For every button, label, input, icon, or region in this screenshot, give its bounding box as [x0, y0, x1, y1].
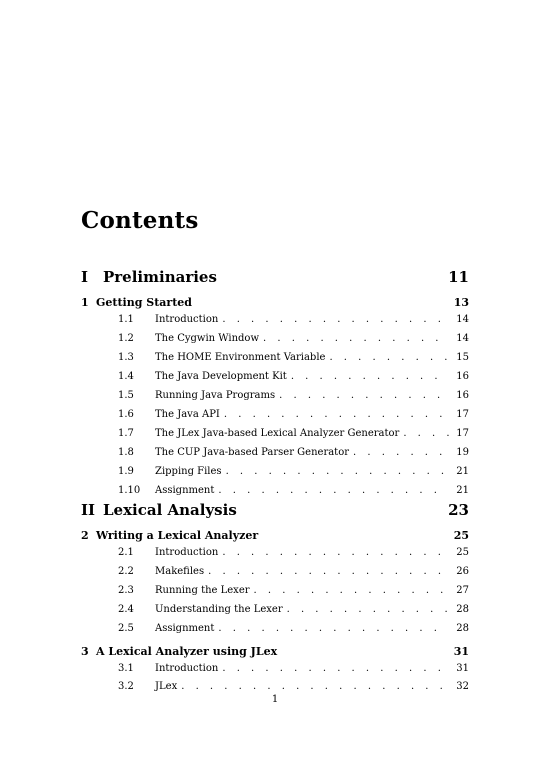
section-page: 14	[456, 333, 469, 344]
section-number: 2.2	[118, 566, 134, 577]
chapter-page: 31	[453, 645, 469, 658]
section-page: 25	[456, 547, 469, 558]
section-number: 3.1	[118, 663, 134, 674]
section-page: 17	[456, 428, 469, 439]
section-number: 1.3	[118, 352, 134, 363]
leader-dots	[329, 352, 449, 363]
chapter-page: 25	[453, 529, 469, 542]
section-title: The JLex Java-based Lexical Analyzer Generator	[155, 428, 400, 439]
toc-section	[118, 447, 469, 458]
leader-dots	[222, 547, 449, 558]
part-title: Lexical Analysis	[103, 501, 237, 519]
toc-section	[118, 466, 469, 477]
section-number: 1.10	[118, 485, 141, 496]
part-title: Preliminaries	[103, 268, 217, 286]
section-number: 2.4	[118, 604, 134, 615]
section-number: 2.3	[118, 585, 134, 596]
section-title: The Java Development Kit	[155, 371, 287, 382]
section-number: 1.2	[118, 333, 134, 344]
section-number: 3.2	[118, 681, 134, 692]
toc-section	[118, 409, 469, 420]
toc-section	[118, 428, 469, 439]
section-page: 31	[456, 663, 469, 674]
section-title: The Cygwin Window	[155, 333, 260, 344]
chapter-page: 13	[453, 296, 469, 309]
part-number: I	[81, 268, 89, 286]
chapter-number: 3	[81, 645, 89, 658]
section-page: 32	[456, 681, 469, 692]
section-number: 1.4	[118, 371, 134, 382]
leader-dots	[291, 371, 449, 382]
toc-section	[118, 371, 469, 382]
section-number: 1.1	[118, 314, 134, 325]
chapter-number: 2	[81, 529, 89, 542]
section-title: Makefiles	[155, 566, 205, 577]
part-page: 11	[448, 268, 469, 286]
toc-part	[81, 501, 469, 519]
chapter-title: A Lexical Analyzer using JLex	[96, 645, 278, 658]
toc-chapter	[81, 529, 469, 542]
leader-dots	[218, 623, 449, 634]
section-page: 21	[456, 466, 469, 477]
leader-dots	[403, 428, 449, 439]
leader-dots	[181, 681, 449, 692]
leader-dots	[287, 604, 449, 615]
section-page: 16	[456, 390, 469, 401]
section-title: Assignment	[155, 623, 215, 634]
section-page: 17	[456, 409, 469, 420]
section-page: 15	[456, 352, 469, 363]
toc-section	[118, 333, 469, 344]
section-number: 1.7	[118, 428, 134, 439]
leader-dots	[226, 466, 449, 477]
section-page: 27	[456, 585, 469, 596]
leader-dots	[353, 447, 449, 458]
section-title: JLex	[155, 681, 178, 692]
section-title: Zipping Files	[155, 466, 222, 477]
toc-section	[118, 314, 469, 325]
leader-dots	[224, 409, 449, 420]
section-title: Introduction	[155, 663, 219, 674]
section-number: 1.9	[118, 466, 134, 477]
toc-chapter	[81, 645, 469, 658]
toc-section	[118, 604, 469, 615]
leader-dots	[208, 566, 449, 577]
page-number: 1	[271, 694, 279, 705]
leader-dots	[254, 585, 449, 596]
section-page: 28	[456, 623, 469, 634]
leader-dots	[222, 314, 449, 325]
leader-dots	[279, 390, 449, 401]
leader-dots	[222, 663, 449, 674]
toc-section	[118, 566, 469, 577]
section-page: 28	[456, 604, 469, 615]
section-page: 26	[456, 566, 469, 577]
section-title: The CUP Java-based Parser Generator	[155, 447, 350, 458]
toc-section	[118, 663, 469, 674]
toc-chapter	[81, 296, 469, 309]
chapter-number: 1	[81, 296, 89, 309]
toc-section	[118, 390, 469, 401]
section-title: Running the Lexer	[155, 585, 250, 596]
section-title: The HOME Environment Variable	[155, 352, 326, 363]
section-title: Assignment	[155, 485, 215, 496]
section-number: 1.6	[118, 409, 134, 420]
section-page: 16	[456, 371, 469, 382]
part-page: 23	[448, 501, 469, 519]
part-number: II	[81, 501, 96, 519]
leader-dots	[263, 333, 449, 344]
toc-section	[118, 623, 469, 634]
leader-dots	[218, 485, 449, 496]
section-title: Understanding the Lexer	[155, 604, 283, 615]
section-title: Running Java Programs	[155, 390, 276, 401]
section-title: Introduction	[155, 314, 219, 325]
toc-part	[81, 268, 469, 286]
section-number: 2.5	[118, 623, 134, 634]
section-number: 1.8	[118, 447, 134, 458]
contents-heading: Contents	[81, 207, 199, 234]
toc-section	[118, 547, 469, 558]
toc-section	[118, 585, 469, 596]
chapter-title: Writing a Lexical Analyzer	[96, 529, 259, 542]
toc-section	[118, 352, 469, 363]
section-page: 14	[456, 314, 469, 325]
toc-section	[118, 485, 469, 496]
toc-section	[118, 681, 469, 692]
section-number: 1.5	[118, 390, 134, 401]
chapter-title: Getting Started	[96, 296, 192, 309]
section-number: 2.1	[118, 547, 134, 558]
section-page: 21	[456, 485, 469, 496]
section-title: Introduction	[155, 547, 219, 558]
section-page: 19	[456, 447, 469, 458]
section-title: The Java API	[155, 409, 220, 420]
